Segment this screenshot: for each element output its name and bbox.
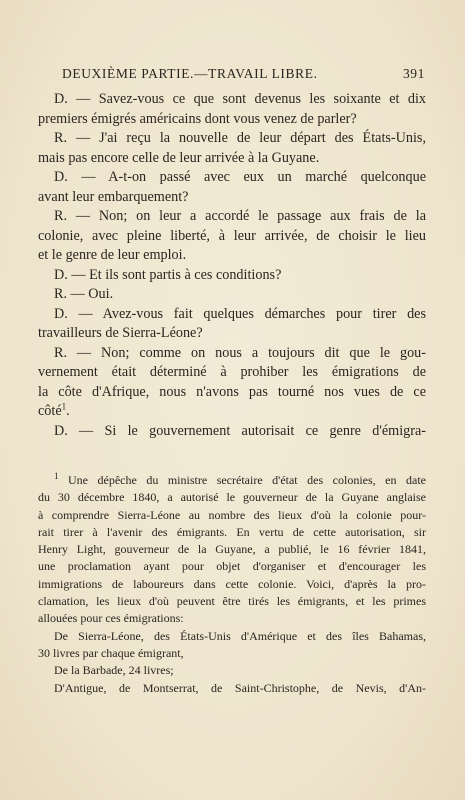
main-text bbox=[38, 90, 426, 441]
footnote-line: immigrations de laboureurs dans cette colonie. Voici, d'après la pro- bbox=[38, 576, 426, 591]
footnote-line-with-marker bbox=[38, 472, 426, 489]
footnote-line: une proclamation ayant pour objet d'organiser et d'encourager les bbox=[38, 559, 426, 574]
footnote-line: De la Barbade, 24 livres; bbox=[54, 663, 174, 678]
page-number: 391 bbox=[402, 66, 425, 81]
text-line: et le genre de leur emploi. bbox=[38, 247, 187, 263]
running-head-title: DEUXIÈME PARTIE.—TRAVAIL LIBRE. bbox=[62, 66, 318, 81]
running-head bbox=[38, 66, 425, 84]
text-line: D. — Et ils sont partis à ces conditions? bbox=[54, 266, 282, 283]
footnote-line: allouées pour ces émigrations: bbox=[38, 611, 184, 626]
text-line: D. — Si le gouvernement autorisait ce genre d'émigra- bbox=[54, 422, 426, 439]
text-line: vernement était déterminé à prohiber les émigrations de bbox=[38, 364, 426, 380]
footnote-line: 30 livres par chaque émigrant, bbox=[38, 645, 184, 660]
text-line: R. — J'ai reçu la nouvelle de leur départ des États-Unis, bbox=[54, 130, 426, 146]
text-line: côté bbox=[38, 403, 62, 419]
footnote-line: Une dépêche du ministre secrétaire d'état des colonies, en date bbox=[68, 473, 426, 487]
footnote-line: du 30 décembre 1840, a autorisé le gouverneur de la Guyane anglaise bbox=[38, 490, 426, 505]
text-line: mais pas encore celle de leur arrivée à la Guyane. bbox=[38, 149, 320, 166]
footnote bbox=[38, 472, 426, 697]
footnote-reference: 1 bbox=[61, 401, 67, 412]
text-line: D. — A-t-on passé avec eux un marché quelconque bbox=[54, 169, 426, 185]
footnote-line: D'Antigue, de Montserrat, de Saint-Christophe, de Nevis, d'An- bbox=[54, 680, 426, 695]
text-line: premiers émigrés américains dont vous venez de parler? bbox=[38, 110, 357, 127]
footnote-line: rait tirer à l'avenir des émigrants. En vertu de cette autorisation, sir bbox=[38, 524, 426, 539]
text-line: avant leur embarquement? bbox=[38, 188, 189, 205]
footnote-line: Henry Light, gouverneur de la Guyane, a publié, le 16 février 1841, bbox=[38, 542, 426, 557]
text-line: R. — Oui. bbox=[54, 286, 114, 302]
footnote-marker: 1 bbox=[54, 471, 59, 481]
text-line: R. — Non; on leur a accordé le passage aux frais de la bbox=[54, 208, 426, 224]
text-line: D. — Savez-vous ce que sont devenus les soixante et dix bbox=[54, 91, 426, 107]
footnote-line: à comprendre Sierra-Léone au nombre des lieux d'où la colonie pour- bbox=[38, 507, 426, 522]
text-line-with-note-ref: côté$^1$. bbox=[38, 401, 70, 419]
footnote-line: De Sierra-Léone, des États-Unis d'Amérique et des îles Bahamas, bbox=[54, 628, 426, 643]
text-line: D. — Avez-vous fait quelques démarches pour tirer des bbox=[54, 305, 426, 322]
text-line: R. — Non; comme on nous a toujours dit que le gou- bbox=[54, 344, 426, 361]
text-line: travailleurs de Sierra-Léone? bbox=[38, 325, 203, 341]
text-line: colonie, avec pleine liberté, à leur arrivée, de choisir le lieu bbox=[38, 227, 426, 244]
text-line: la côte d'Afrique, nous n'avons pas tourné nos vues de ce bbox=[38, 383, 426, 400]
footnote-line: clamation, les lieux d'où peuvent être tirés les émigrants, et les primes bbox=[38, 594, 426, 609]
